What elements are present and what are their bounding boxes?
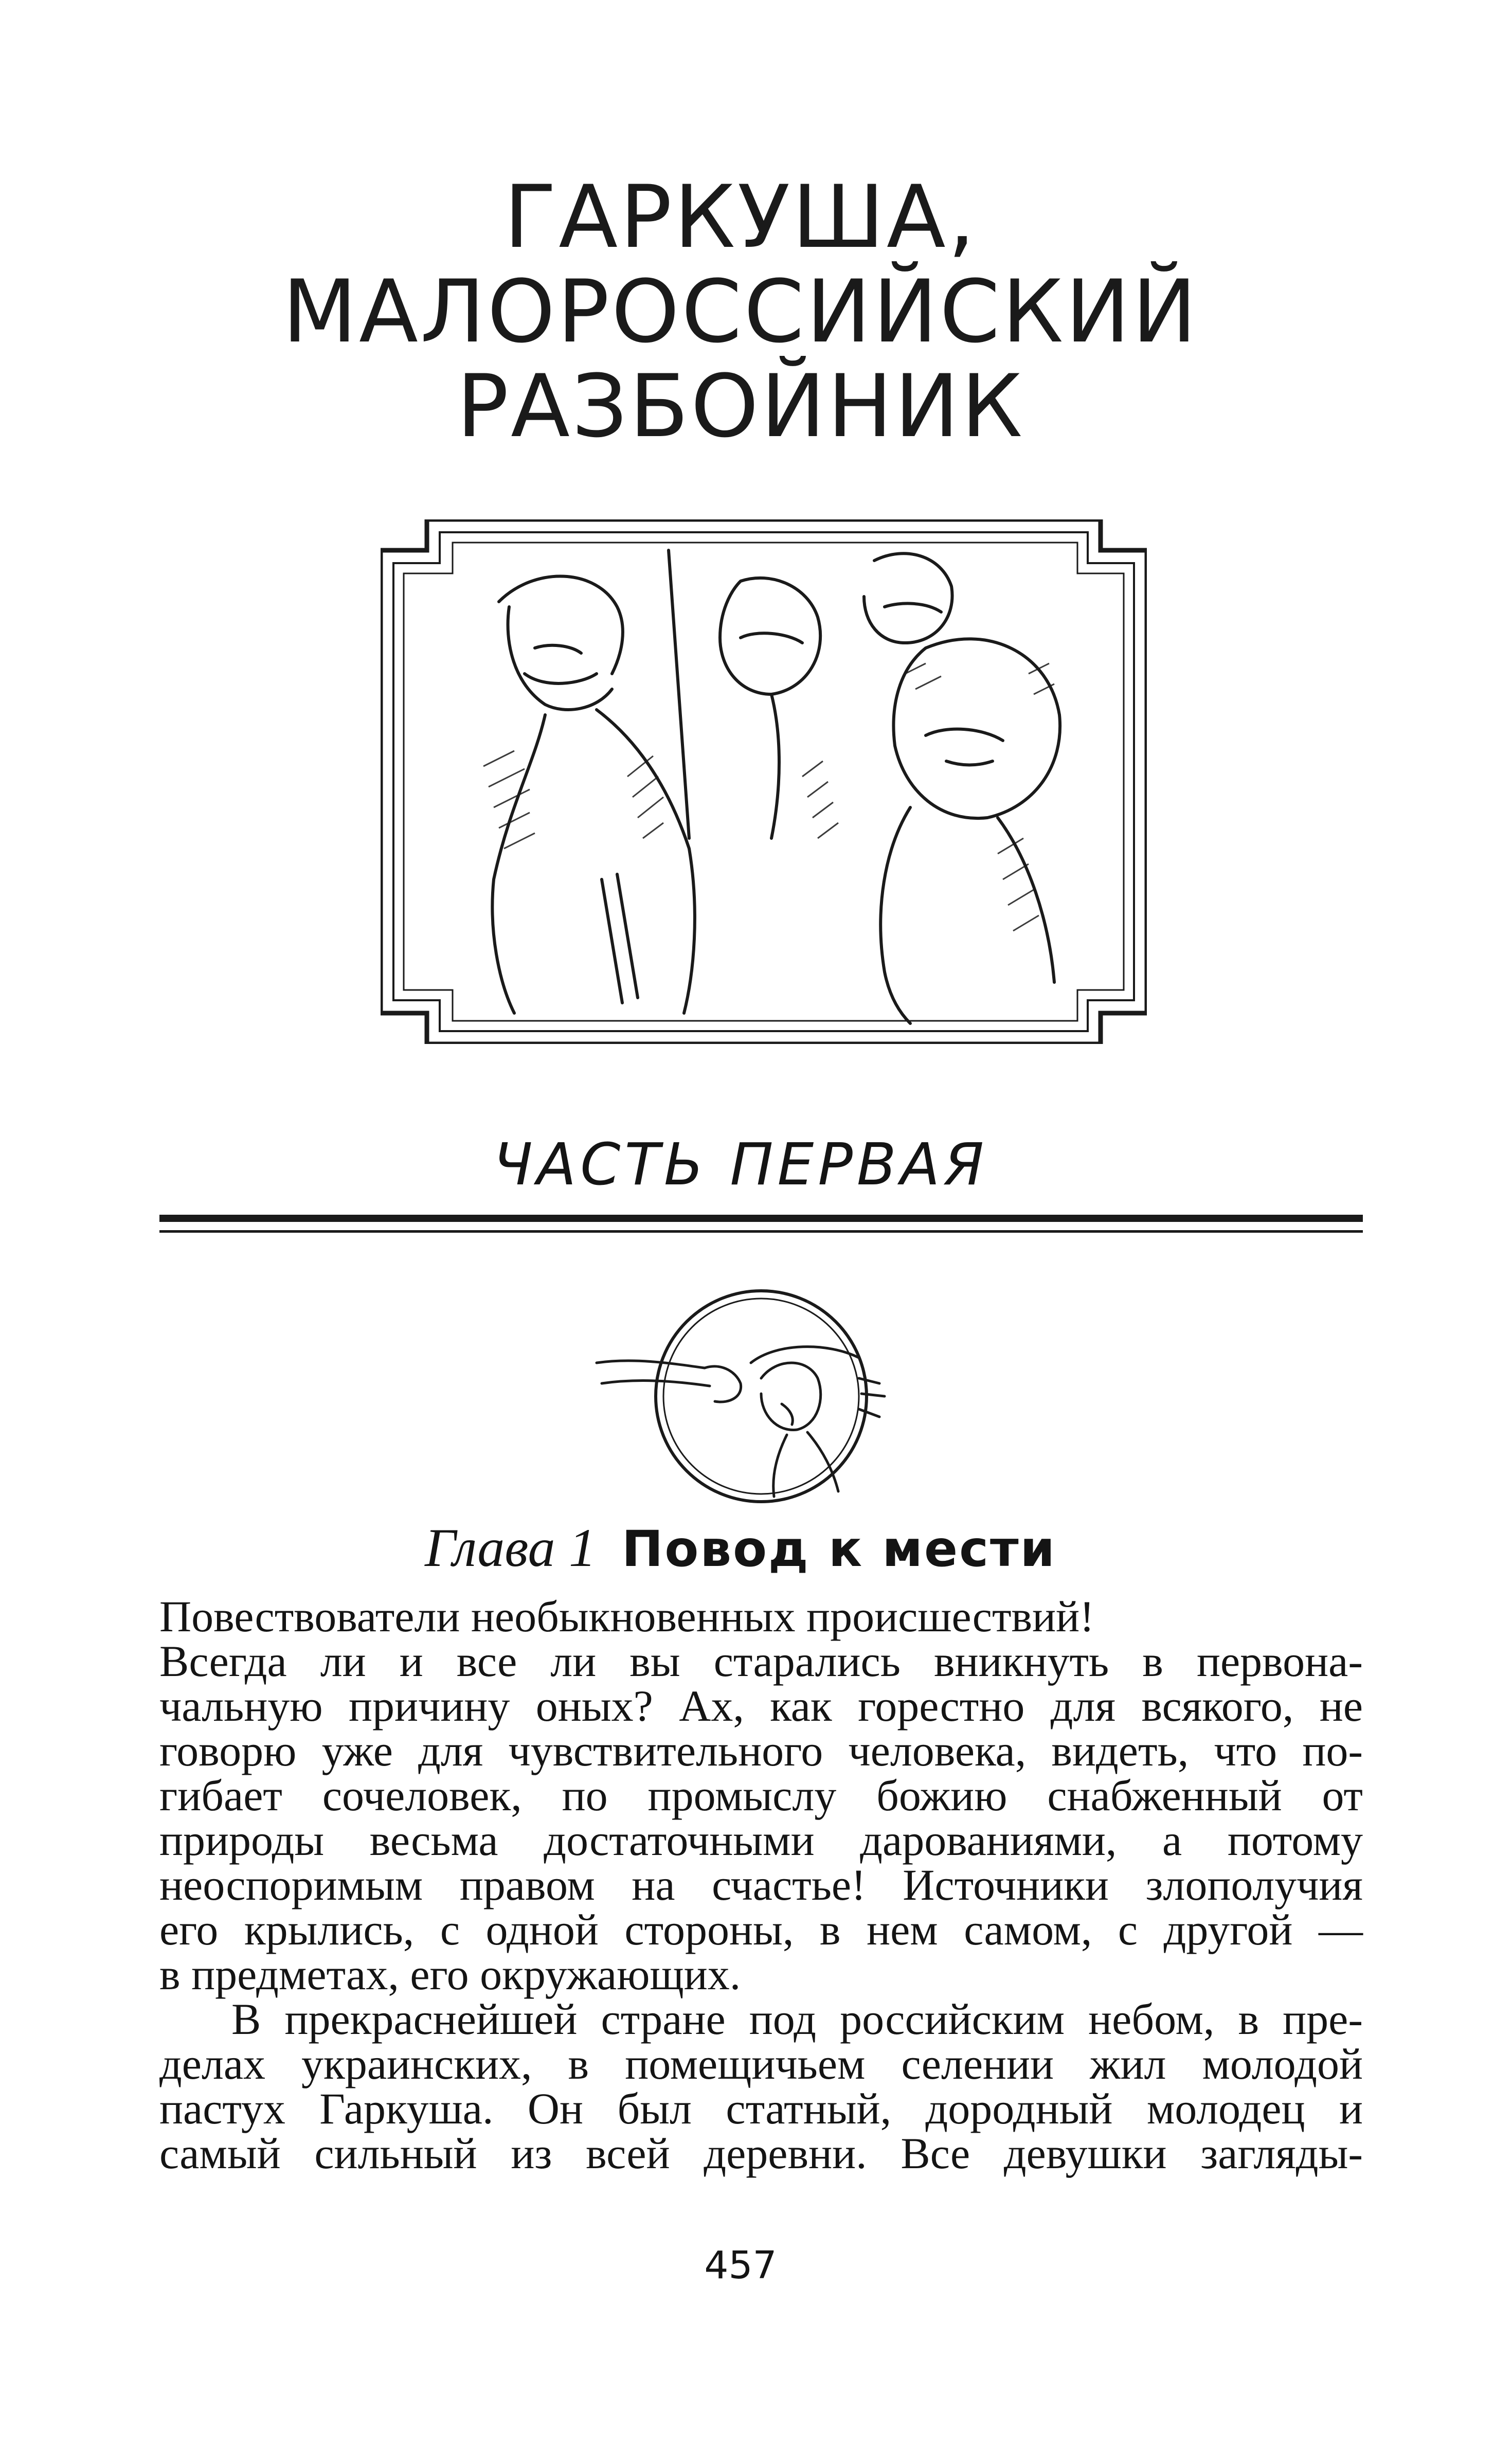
text-line: природы весьма достаточными дарованиями, а потому xyxy=(159,1815,1363,1865)
work-title xyxy=(154,167,1327,457)
text-line: Всегда ли и все ли вы старались вникнуть в первона- xyxy=(159,1636,1363,1686)
text-line: гибает сочеловек, по промыслу божию снабженный от xyxy=(159,1771,1363,1820)
divider-rule-thick xyxy=(159,1215,1363,1222)
part-title: ЧАСТЬ ПЕРВАЯ xyxy=(493,1131,988,1198)
text-line: чальную причину оных? Ах, как горестно для всякого, не xyxy=(159,1681,1363,1731)
text-line: Повествователи необыкновенных происшествий! xyxy=(159,1592,1094,1641)
text-line: делах украинских, в помещичьем селении жил молодой xyxy=(159,2039,1363,2088)
chapter-heading xyxy=(154,1517,1327,1580)
title-line-2: МАЛОРОССИЙСКИЙ xyxy=(282,261,1199,362)
chapter-vignette-illustration xyxy=(591,1281,931,1512)
text-line: в предметах, его окружающих. xyxy=(159,1950,741,1999)
text-line: самый сильный из всей деревни. Все девушки загляды- xyxy=(159,2129,1363,2178)
chapter-label: Глава 1 xyxy=(425,1518,597,1578)
divider-rule-thin xyxy=(159,1230,1363,1233)
page-number: 457 xyxy=(704,2243,777,2287)
cossack-group-illustration xyxy=(381,519,1147,1044)
chapter-name: Повод к мести xyxy=(622,1520,1056,1578)
text-line: В прекраснейшей стране под российским небом, в пре- xyxy=(231,1994,1363,2044)
text-line: неоспоримым правом на счастье! Источники злополучия xyxy=(159,1860,1363,1909)
chapter-body-text xyxy=(159,1594,1363,2176)
title-line-3: РАЗБОЙНИК xyxy=(456,356,1025,457)
text-line: его крылись, с одной стороны, в нем самом, с другой — xyxy=(159,1905,1363,1954)
text-line: говорю уже для чувствительного человека, видеть, что по- xyxy=(159,1726,1363,1775)
title-line-1: ГАРКУША, xyxy=(503,167,978,267)
text-line: пастух Гаркуша. Он был статный, дородный молодец и xyxy=(159,2084,1363,2133)
